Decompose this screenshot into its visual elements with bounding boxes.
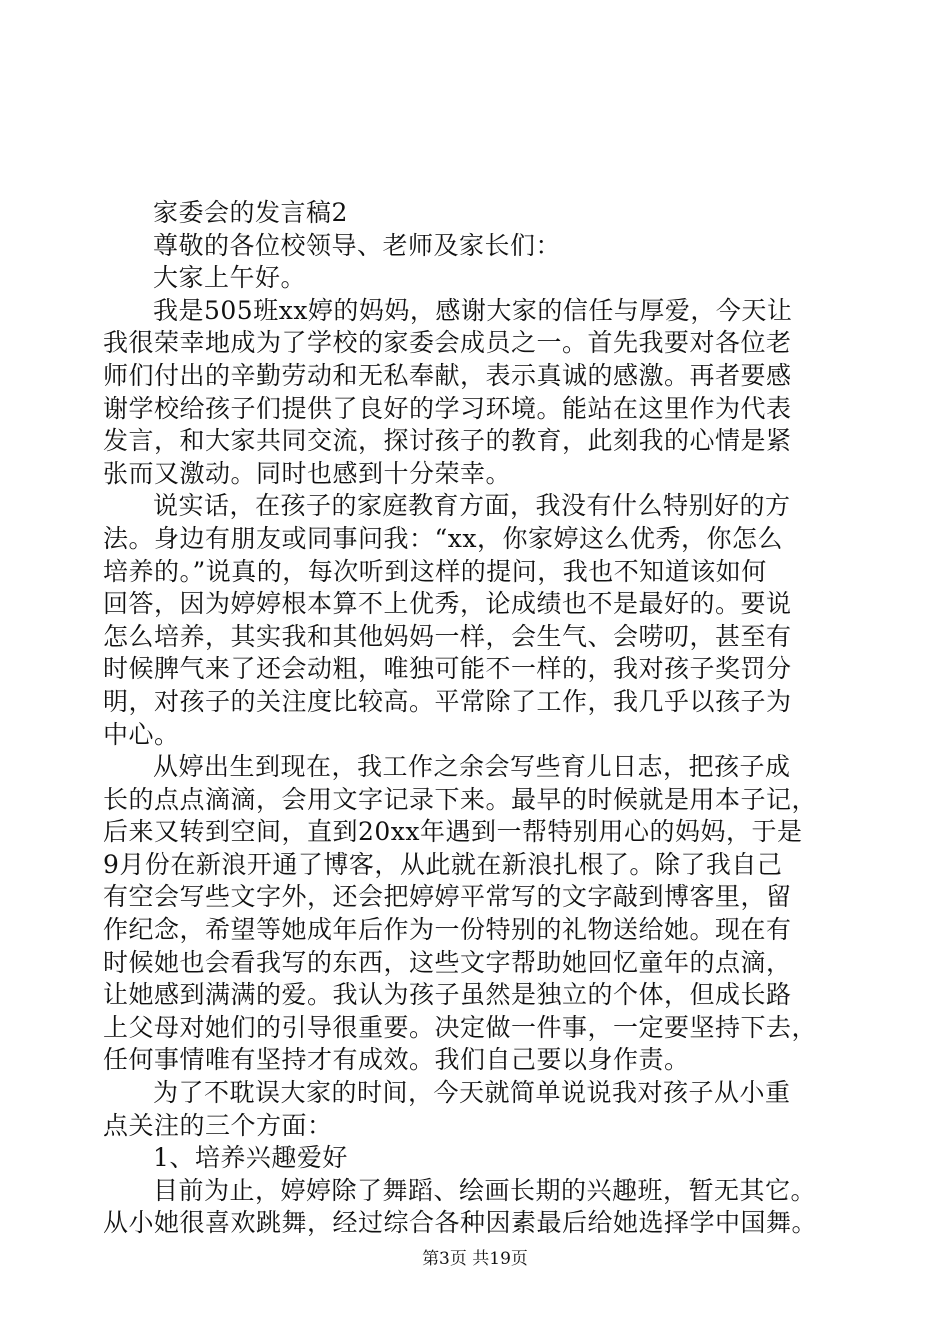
paragraph-line: 作纪念，希望等她成年后作为一份特别的礼物送给她。现在有 xyxy=(103,915,792,945)
paragraph-line: 上父母对她们的引导很重要。决定做一件事，一定要坚持下去， xyxy=(103,1012,818,1042)
body-paragraph xyxy=(103,490,850,751)
paragraph-line: 我很荣幸地成为了学校的家委会成员之一。首先我要对各位老 xyxy=(103,328,792,358)
paragraph-line: 点关注的三个方面： xyxy=(103,1110,333,1140)
paragraph-line: 后来又转到空间，直到20xx年遇到一帮特别用心的妈妈，于是 xyxy=(103,817,803,847)
body-paragraphs xyxy=(103,295,850,1240)
paragraph-line: 说实话，在孩子的家庭教育方面，我没有什么特别好的方 xyxy=(153,491,791,521)
paragraph-line: 从婷出生到现在，我工作之余会写些育儿日志，把孩子成 xyxy=(153,752,791,782)
paragraph-line: 目前为止，婷婷除了舞蹈、绘画长期的兴趣班，暂无其它。 xyxy=(153,1175,817,1205)
body-paragraph xyxy=(103,295,850,491)
paragraph-line: 谢学校给孩子们提供了良好的学习环境。能站在这里作为代表 xyxy=(103,393,792,423)
paragraph-line: 我是505班xx婷的妈妈，感谢大家的信任与厚爱，今天让 xyxy=(153,295,793,325)
paragraph-line: 长的点点滴滴，会用文字记录下来。最早的时候就是用本子记， xyxy=(103,784,818,814)
paragraph-line: 中心。 xyxy=(103,719,180,749)
document-body xyxy=(103,197,850,1240)
paragraph-line: 从小她很喜欢跳舞，经过综合各种因素最后给她选择学中国舞。 xyxy=(103,1208,818,1238)
paragraph-line: 任何事情唯有坚持才有成效。我们自己要以身作责。 xyxy=(103,1045,690,1075)
paragraph-line: 发言，和大家共同交流，探讨孩子的教育，此刻我的心情是紧 xyxy=(103,426,792,456)
paragraph-line: 法。身边有朋友或同事问我：“xx，你家婷这么优秀，你怎么 xyxy=(103,523,783,553)
body-paragraph xyxy=(103,751,850,1077)
paragraph-line: 1、培养兴趣爱好 xyxy=(153,1143,348,1173)
paragraph-line: 师们付出的辛勤劳动和无私奉献，表示真诚的感激。再者要感 xyxy=(103,360,792,390)
page-number: 第3页 共19页 xyxy=(422,1249,528,1269)
paragraph-line: 明，对孩子的关注度比较高。平常除了工作，我几乎以孩子为 xyxy=(103,686,792,716)
paragraph-line: 为了不耽误大家的时间，今天就简单说说我对孩子从小重 xyxy=(153,1078,791,1108)
document-title: 家委会的发言稿2 xyxy=(153,198,348,227)
body-paragraph xyxy=(103,1077,850,1142)
opening-line: 大家上午好。 xyxy=(153,263,307,293)
paragraph-line: 怎么培养，其实我和其他妈妈一样，会生气、会唠叨，甚至有 xyxy=(103,621,792,651)
paragraph-line: 培养的。”说真的，每次听到这样的提问，我也不知道该如何 xyxy=(103,556,767,586)
body-paragraph xyxy=(103,1142,850,1175)
paragraph-line: 时候她也会看我写的东西，这些文字帮助她回忆童年的点滴， xyxy=(103,947,792,977)
paragraph-line: 回答，因为婷婷根本算不上优秀，论成绩也不是最好的。要说 xyxy=(103,589,792,619)
body-paragraph xyxy=(103,1175,850,1240)
paragraph-line: 时候脾气来了还会动粗，唯独可能不一样的，我对孩子奖罚分 xyxy=(103,654,792,684)
greeting: 尊敬的各位校领导、老师及家长们： xyxy=(153,230,562,260)
paragraph-line: 9月份在新浪开通了博客，从此就在新浪扎根了。除了我自己 xyxy=(103,849,783,879)
paragraph-line: 张而又激动。同时也感到十分荣幸。 xyxy=(103,458,512,488)
paragraph-line: 让她感到满满的爱。我认为孩子虽然是独立的个体，但成长路 xyxy=(103,980,792,1010)
paragraph-line: 有空会写些文字外，还会把婷婷平常写的文字敲到博客里，留 xyxy=(103,882,792,912)
